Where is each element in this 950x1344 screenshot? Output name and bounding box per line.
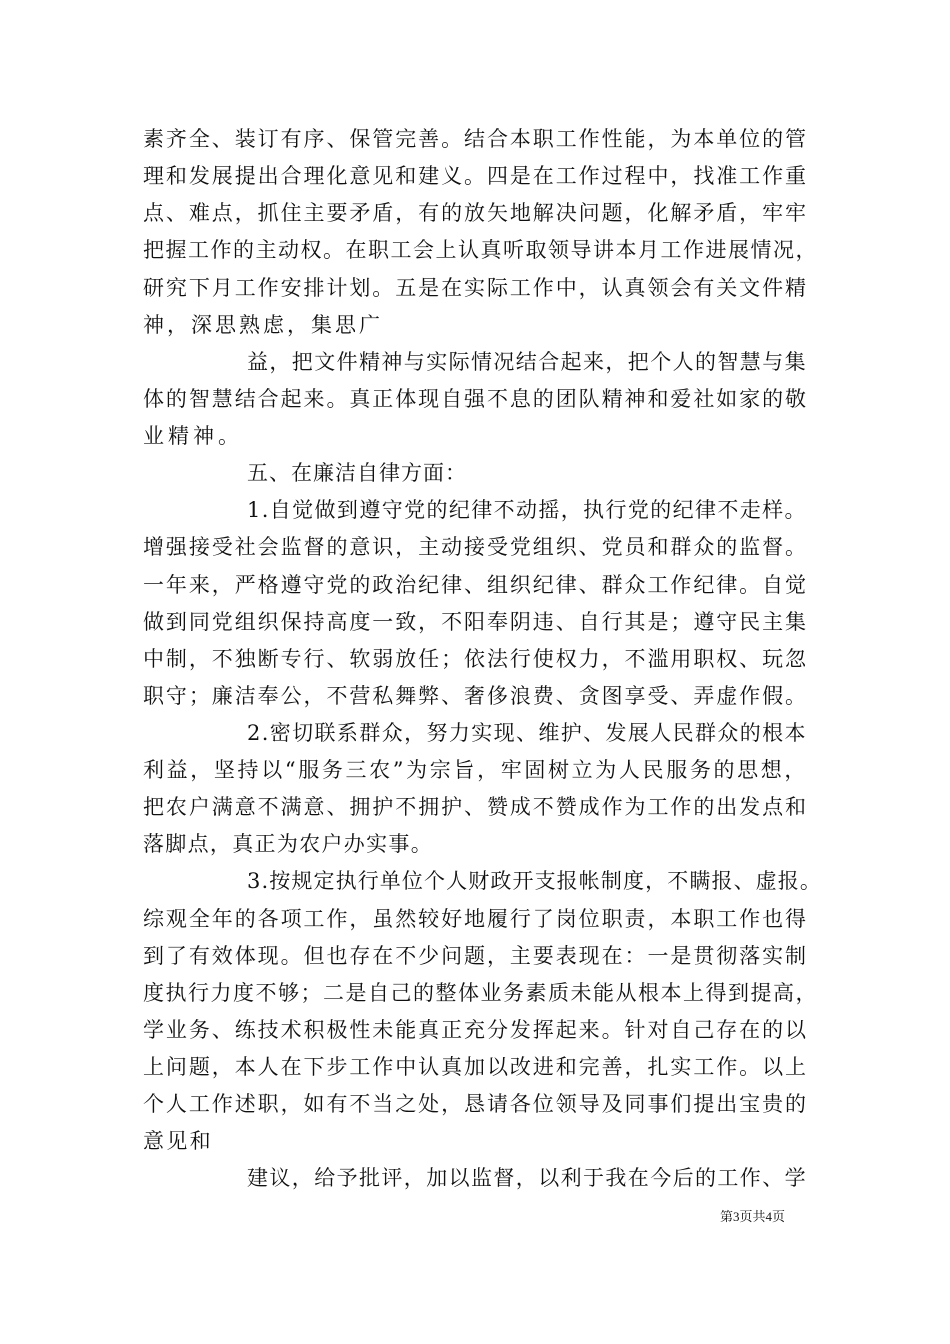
- body-line: 神，深思熟虑，集思广: [143, 313, 383, 337]
- body-line: 做到同党组织保持高度一致，不阳奉阴违、自行其是；遵守民主集: [143, 610, 808, 634]
- body-line: 体的智慧结合起来。真正体现自强不息的团队精神和爱社如家的敬: [143, 387, 808, 411]
- body-line: 度执行力度不够；二是自己的整体业务素质未能从根本上得到提高，: [143, 981, 818, 1005]
- body-line: 把握工作的主动权。在职工会上认真听取领导讲本月工作进展情况，: [143, 238, 818, 262]
- section-heading: 五、在廉洁自律方面：: [247, 461, 467, 485]
- body-line: 到了有效体现。但也存在不少问题，主要表现在：一是贯彻落实制: [143, 944, 808, 968]
- body-line: 研究下月工作安排计划。五是在实际工作中，认真领会有关文件精: [143, 276, 808, 300]
- body-line: 上问题，本人在下步工作中认真加以改进和完善，扎实工作。以上: [143, 1055, 808, 1079]
- body-line: 学业务、练技术积极性未能真正充分发挥起来。针对自己存在的以: [143, 1018, 808, 1042]
- body-line: 职守；廉洁奉公，不营私舞弊、奢侈浪费、贪图享受、弄虚作假。: [143, 684, 808, 708]
- body-line: 理和发展提出合理化意见和建义。四是在工作过程中，找准工作重: [143, 164, 808, 188]
- body-line: 利益，坚持以“服务三农”为宗旨，牢固树立为人民服务的思想，: [143, 758, 809, 782]
- body-line: 3.按规定执行单位个人财政开支报帐制度，不瞒报、虚报。: [247, 869, 823, 893]
- page-footer: 第3页共4页: [720, 1209, 786, 1224]
- body-line: 2.密切联系群众，努力实现、维护、发展人民群众的根本: [247, 721, 807, 745]
- body-line: 点、难点，抓住主要矛盾，有的放矢地解决问题，化解矛盾，牢牢: [143, 201, 808, 225]
- body-line: 1.自觉做到遵守党的纪律不动摇，执行党的纪律不走样。: [247, 498, 807, 522]
- body-line: 意见和: [143, 1129, 213, 1153]
- body-line: 业精神。: [143, 424, 243, 448]
- body-line: 落脚点，真正为农户办实事。: [143, 832, 434, 856]
- body-line: 增强接受社会监督的意识，主动接受党组织、党员和群众的监督。: [143, 535, 808, 559]
- body-line: 益，把文件精神与实际情况结合起来，把个人的智慧与集: [247, 350, 807, 374]
- body-line: 一年来，严格遵守党的政治纪律、组织纪律、群众工作纪律。自觉: [143, 573, 808, 597]
- body-line: 建议，给予批评，加以监督，以利于我在今后的工作、学: [247, 1166, 807, 1190]
- body-line: 素齐全、装订有序、保管完善。结合本职工作性能，为本单位的管: [143, 127, 808, 151]
- body-line: 综观全年的各项工作，虽然较好地履行了岗位职责，本职工作也得: [143, 907, 808, 931]
- body-line: 个人工作述职，如有不当之处，恳请各位领导及同事们提出宝贵的: [143, 1092, 808, 1116]
- body-line: 把农户满意不满意、拥护不拥护、赞成不赞成作为工作的出发点和: [143, 795, 808, 819]
- body-line: 中制，不独断专行、软弱放任；依法行使权力，不滥用职权、玩忽: [143, 647, 808, 671]
